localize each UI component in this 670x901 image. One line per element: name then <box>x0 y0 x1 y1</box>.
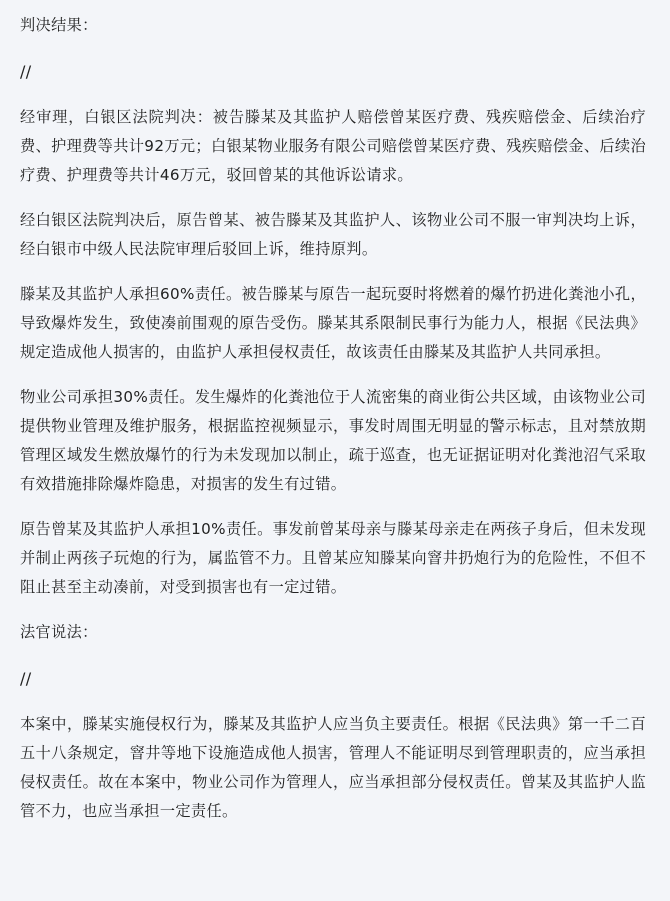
paragraph-plaintiff-liability: 原告曾某及其监护人承担10%责任。事发前曾某母亲与滕某母亲走在两孩子身后，但未发现并制止两孩子玩炮的行为，属监管不力。且曾某应知滕某向窨井扔炮行为的危险性，不但不阻止甚至主动凑前，对受到损害也有一定过错。 <box>20 520 646 596</box>
paragraph-teng-liability: 滕某及其监护人承担60%责任。被告滕某与原告一起玩耍时将燃着的爆竹扔进化粪池小孔，导致爆炸发生，致使凑前围观的原告受伤。滕某其系限制民事行为能力人，根据《民法典》规定造成他人损害的，由监护人承担侵权责任，故该责任由滕某及其监护人共同承担。 <box>20 285 646 361</box>
paragraph-property-liability: 物业公司承担30%责任。发生爆炸的化粪池位于人流密集的商业街公共区域，由该物业公司提供物业管理及维护服务，根据监控视频显示，事发时周围无明显的警示标志，且对禁放期管理区域发生燃放爆竹的行为未发现加以制止，疏于巡查，也无证据证明对化粪池沼气采取有效措施排除爆炸隐患，对损害的发生有过错。 <box>20 388 646 493</box>
verdict-heading: 判决结果： <box>20 16 98 34</box>
paragraph-judge-commentary: 本案中，滕某实施侵权行为，滕某及其监护人应当负主要责任。根据《民法典》第一千二百五十八条规定，窨井等地下设施造成他人损害，管理人不能证明尽到管理职责的，应当承担侵权责任。故在本案中，物业公司作为管理人，应当承担部分侵权责任。曾某及其监护人监管不力，也应当承担一定责任。 <box>20 715 646 820</box>
paragraph-verdict: 经审理，白银区法院判决：被告滕某及其监护人赔偿曾某医疗费、残疾赔偿金、后续治疗费、护理费等共计92万元；白银某物业服务有限公司赔偿曾某医疗费、残疾赔偿金、后续治疗费、护理费等共计46万元，驳回曾某的其他诉讼请求。 <box>20 108 646 184</box>
article-body <box>0 11 670 826</box>
paragraph-appeal: 经白银区法院判决后，原告曾某、被告滕某及其监护人、该物业公司不服一审判决均上诉，经白银市中级人民法院审理后驳回上诉，维持原判。 <box>20 211 646 258</box>
separator-line: // <box>20 669 32 688</box>
separator-line: // <box>20 62 32 81</box>
judge-heading: 法官说法： <box>20 623 98 641</box>
